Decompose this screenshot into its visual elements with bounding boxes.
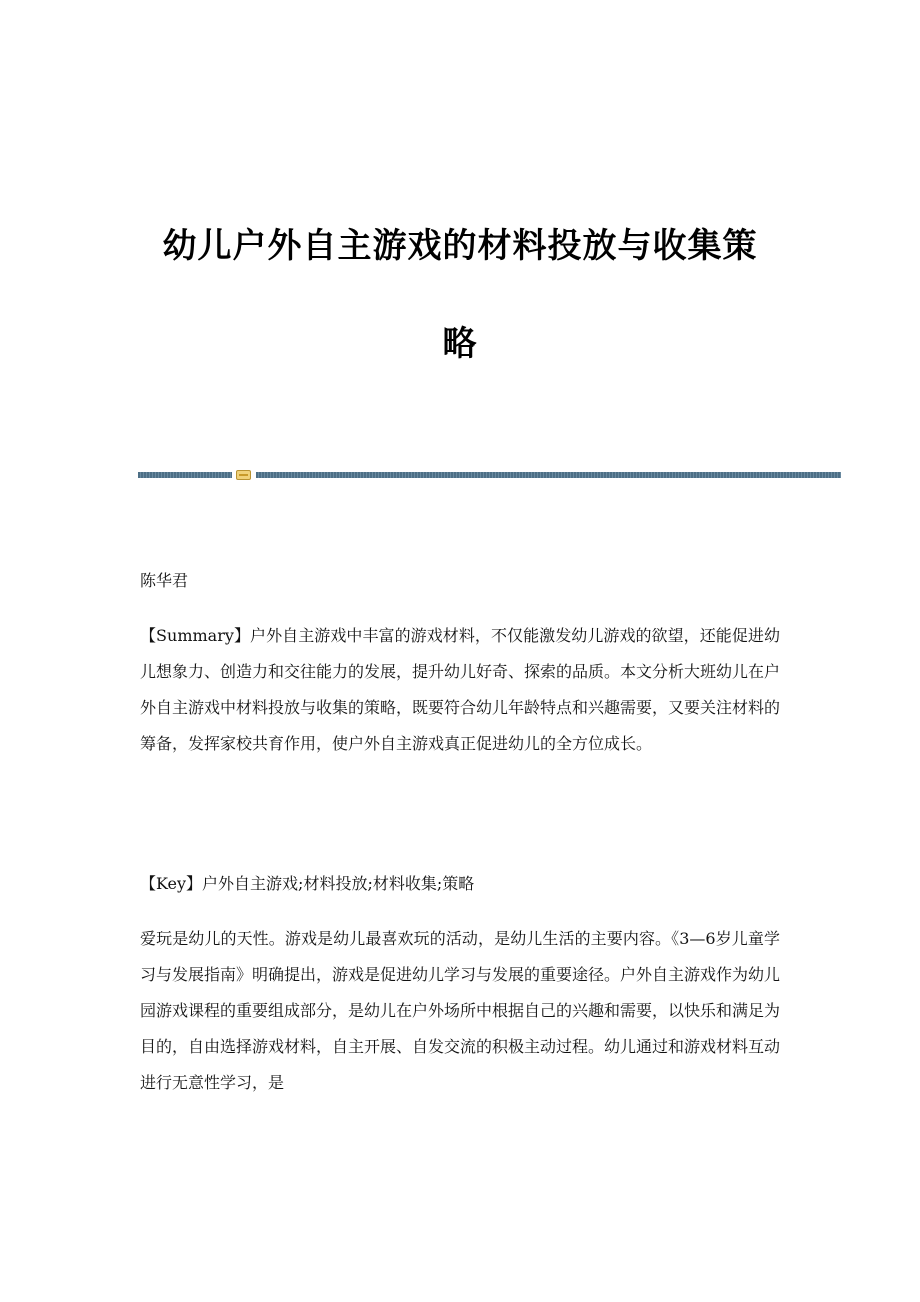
author-name: 陈华君: [140, 571, 189, 590]
divider-bar-left: [138, 472, 232, 478]
summary-label: 【Summary】: [140, 626, 251, 645]
divider-bar-right: [256, 472, 841, 478]
summary-text: 户外自主游戏中丰富的游戏材料，不仅能激发幼儿游戏的欲望，还能促进幼儿想象力、创造力和交往能力的发展，提升幼儿好奇、探索的品质。本文分析大班幼儿在户外自主游戏中材料投放与收集的策略，既要符合幼儿年龄特点和兴趣需要，又要关注材料的筹备，发挥家校共育作用，使户外自主游戏真正促进幼儿的全方位成长。: [140, 626, 781, 753]
title-divider: [138, 470, 841, 480]
document-title-line-1: 幼儿户外自主游戏的材料投放与收集策: [162, 226, 758, 266]
document-title-line-2: 略: [442, 324, 478, 364]
body-paragraph: 爱玩是幼儿的天性。游戏是幼儿最喜欢玩的活动，是幼儿生活的主要内容。《3—6岁儿童学习与发展指南》明确提出，游戏是促进幼儿学习与发展的重要途径。户外自主游戏作为幼儿园游戏课程的重要组成部分，是幼儿在户外场所中根据自己的兴趣和需要，以快乐和满足为目的，自由选择游戏材料，自主开展、自发交流的积极主动过程。幼儿通过和游戏材料互动进行无意性学习，是: [140, 929, 781, 1092]
keywords-label: 【Key】: [140, 874, 203, 893]
keywords-text: 户外自主游戏;材料投放;材料收集;策略: [202, 874, 475, 893]
divider-emblem-icon: [236, 470, 251, 480]
summary-paragraph: [140, 618, 780, 762]
keywords-paragraph: [140, 866, 780, 902]
